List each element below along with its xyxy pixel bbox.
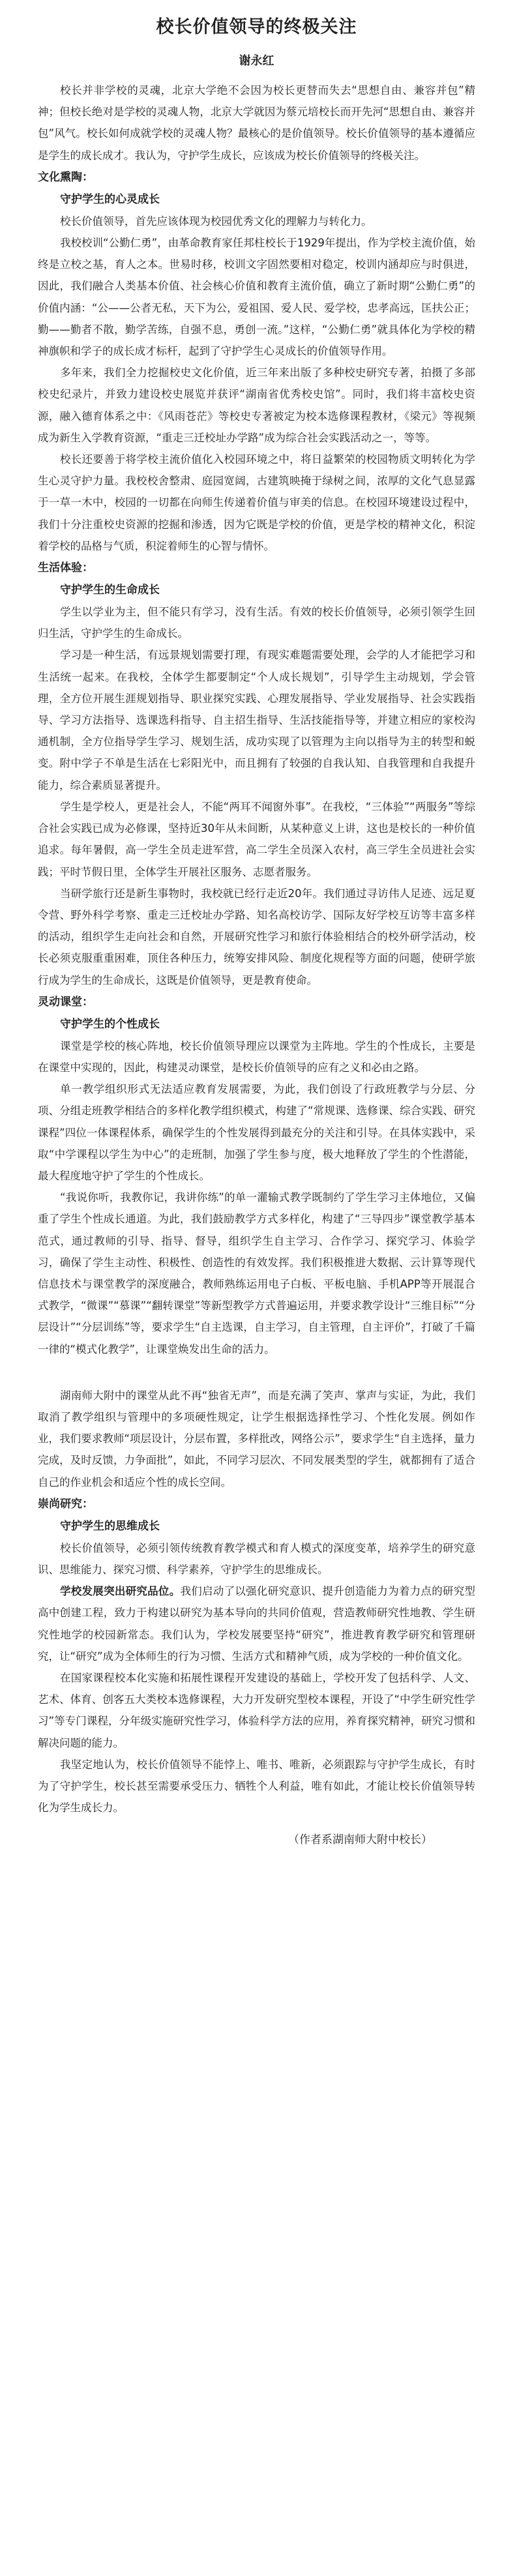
body-paragraph: 学生是学校人，更是社会人，不能“两耳不闻窗外事”。在我校，“三体验”“两服务”等综合社会实践已成为必修课，坚持近30年从未间断，从某种意义上讲，这也是校长的一种价值追求。每年暑假，高一学生全员走进军营，高二学生全员深入农村，高三学生全员进社会实践；平时节假日里，全体学生开展社区服务、志愿者服务。 — [38, 800, 475, 878]
body-paragraph: 在国家课程校本化实施和拓展性课程开发建设的基础上，学校开发了包括科学、人文、艺术、体育、创客五大类校本选修课程，大力开发研究型校本课程，开设了“中学生研究性学习”等专门课程，分年级实施研究性学习，体验科学方法的应用，养育探究精神，研究习惯和解决问题的能力。 — [38, 1672, 475, 1749]
body-paragraph: 我坚定地认为，校长价值领导不能悖上、唯书、唯新，必须跟踪与守护学生成长，有时为了守护学生，校长甚至需要承受压力、牺牲个人利益，唯有如此，才能让校长价值领导转化为学生成长力。 — [38, 1758, 475, 1814]
section-heading: 灵动课堂： — [38, 995, 93, 1009]
article-title: 校长价值领导的终极关注 — [156, 17, 357, 37]
body-paragraph: 多年来，我们全力挖掘校史文化价值，近三年来出版了多种校史研究专著，拍摄了多部校史纪录片，并致力建设校史展览并获评“湖南省优秀校史馆”。同时，我们将丰富校史资源，融入德育体系之中：《风雨苍茫》等校史专著被定为校本选修课程教材，《梁元》等视频成为新生入学教育资源，“重走三迁校址办学路”成为综合社会实践活动之一，等等。 — [38, 366, 475, 444]
body-paragraph: 当研学旅行还是新生事物时，我校就已经行走近20年。我们通过寻访伟人足迹、远足夏令营、野外科学考察、重走三迁校址办学路、知名高校访学、国际友好学校互访等丰富多样的活动，组织学生走向社会和自然，开展研究性学习和旅行体验相结合的校外研学活动，校长必须克服重重困难，顶住各种压力，统筹安排风险、制度化规程等方面的问题，使研学旅行成为学生的生命成长，这既是价值领导，更是教育使命。 — [38, 887, 475, 986]
body-paragraph: 学习是一种生活，有远景规划需要打理，有现实难题需要处理，会学的人才能把学习和生活统一起来。在我校，全体学生都要制定“个人成长规划”，引导学生主动规划，学会管理，全方位开展生涯规划指导、职业探究实践、心理发展指导、学业发展指导、社会实践指导、学习方法指导、选课选科指导、自主招生指导、生活技能指导等，并建立相应的家校沟通机制，全方位指导学生学习、规划生活，成功实现了以管理为主向以指导为主的转型和蜕变。附中学子不单是生活在七彩阳光中，而且拥有了较强的自我认知、自我管理和自我提升能力，综合素质显著提升。 — [38, 649, 475, 792]
section-subheading: 守护学生的生命成长 — [60, 584, 160, 597]
paragraph-text: 我们启动了以强化研究意识、提升创造能力为着力点的研究型高中创建工程，致力于构建以研究为基本导向的共同价值观，营造教师研究性地教、学生研究性地学的校园新常态。我们认为，学校发展要坚持“研究”，推进教育教学研究和管理研究，让“研究”成为全体师生的行为习惯、生活方式和精神气质，成为学校的一种价值文化。 — [38, 1585, 476, 1663]
body-paragraph: “我说你听，我教你记，我讲你练”的单一灌输式教学既制约了学生学习主体地位，又偏重了学生个性成长通道。为此，我们鼓励教学方式多样化，构建了“三导四步”课堂教学基本范式，通过教师的引导、指导、督导，组织学生自主学习、合作学习、探究学习、体验学习，确保了学生主动性、积极性、创造性的有效发挥。我们积极推进大数据、云计算等现代信息技术与课堂教学的深度融合，教师熟练运用电子白板、平板电脑、手机APP等开展混合式教学，“微课”“慕课”“翻转课堂”等新型教学方式普遍运用，并要求教学设计“三维目标”“分层设计”“分层训练”等，要求学生“自主选课，自主学习，自主管理，自主评价”，打破了千篇一律的“模式化教学”，让课堂焕发出生命的活力。 — [38, 1191, 475, 1355]
paragraph-gap — [38, 1360, 475, 1385]
intro-paragraph: 校长并非学校的灵魂，北京大学绝不会因为校长更替而失去“思想自由、兼容并包”精神；但校长绝对是学校的灵魂人物，北京大学就因为蔡元培校长而开先河“思想自由、兼容并包”风气。校长如何成就学校的灵魂人物？最核心的是价值领导。校长价值领导的基本遵循应是学生的成长成才。我认为，守护学生成长，应该成为校长价值领导的终极关注。 — [38, 84, 475, 162]
body-paragraph: 校长价值领导，必须引领传统教育教学模式和育人模式的深度变革，培养学生的研究意识、思维能力、探究习惯、科学素养，守护学生的思维成长。 — [38, 1541, 475, 1576]
body-paragraph: 我校校训“公勤仁勇”，由革命教育家任邦柱校长于1929年提出，作为学校主流价值，始终是立校之基，育人之本。世易时移，校训文字固然要相对稳定，校训内涵却应与时俱进，因此，我们融合人类基本价值、社会核心价值和教育主流价值，确立了新时期“公勤仁勇”的价值内涵：“公——公者无私，天下为公，爱祖国、爱人民、爱学校，忠孝高远，匡扶公正；勤——勤者不散，勤学苦练，自强不息，勇创一流。”这样，“公勤仁勇”就具体化为学校的精神旗帜和学子的成长成才标杆，起到了守护学生心灵成长的价值领导作用。 — [38, 237, 475, 358]
body-paragraph: 学生以学业为主，但不能只有学习，没有生活。有效的校长价值领导，必须引领学生回归生活，守护学生的生命成长。 — [38, 606, 475, 640]
section-subheading: 守护学生的思维成长 — [60, 1519, 160, 1533]
body-paragraph — [38, 1580, 475, 1667]
body-paragraph: 湖南师大附中的课堂从此不再“独省无声”，而是充满了笑声、掌声与实证，为此，我们取消了教学组织与管理中的多项硬性规定，让学生根据选择性学习、个性化发展。例如作业，我们要求教师“项层设计，分层布置，多样批改，网络公示”，要求学生“自主选择，量力完成，及时反馈，力争面批”，如此，不同学习层次、不同发展类型的学生，就都拥有了适合自己的作业机会和适应个性的成长空间。 — [38, 1389, 475, 1488]
section-subheading: 守护学生的心灵成长 — [60, 192, 160, 206]
author-name: 谢永红 — [239, 54, 274, 68]
section-heading: 文化熏陶： — [38, 170, 93, 184]
section-subheading: 守护学生的个性成长 — [60, 1017, 160, 1031]
body-paragraph: 校长还要善于将学校主流价值化入校园环境之中，将日益繁荣的校园物质文明转化为学生心灵守护力量。我校校舍整肃、庭园宽阔，古建筑映掩于绿树之间，浓厚的文化气息显露于一草一木中，校园的一切都在向师生传递着价值与审美的信息。在校园环境建设过程中，我们十分注重校史资源的挖掘和渗透，因为它既是学校的价值，更是学校的精神文化，积淀着学校的品格与气质，积淀着师生的心智与情怀。 — [38, 453, 475, 552]
lead-phrase: 学校发展突出研究品位。 — [60, 1585, 181, 1598]
body-paragraph: 课堂是学校的核心阵地，校长价值领导理应以课堂为主阵地。学生的个性成长，主要是在课堂中实现的，因此，构建灵动课堂，是校长价值领导的应有之义和必由之路。 — [38, 1039, 475, 1074]
body-paragraph: 单一教学组织形式无法适应教育发展需要，为此，我们创设了行政班教学与分层、分项、分组走班教学相结合的多样化教学组织模式，构建了“常规课、选修课、综合实践、研究课程”四位一体课程体系，确保学生的个性发展得到最充分的关注和引导。在具体实践中，采取“中学课程以学生为中心”的走班制，加强了学生参与度，极大地释放了学生的个性潜能，最大程度地守护了学生的个性成长。 — [38, 1083, 475, 1182]
section-heading: 生活体验： — [38, 561, 93, 575]
article-page — [0, 14, 517, 1850]
body-paragraph: 校长价值领导，首先应该体现为校园优秀文化的理解力与转化力。 — [60, 215, 372, 228]
section-heading: 崇尚研究： — [38, 1497, 93, 1511]
author-note: （作者系湖南师大附中校长） — [288, 1833, 432, 1847]
